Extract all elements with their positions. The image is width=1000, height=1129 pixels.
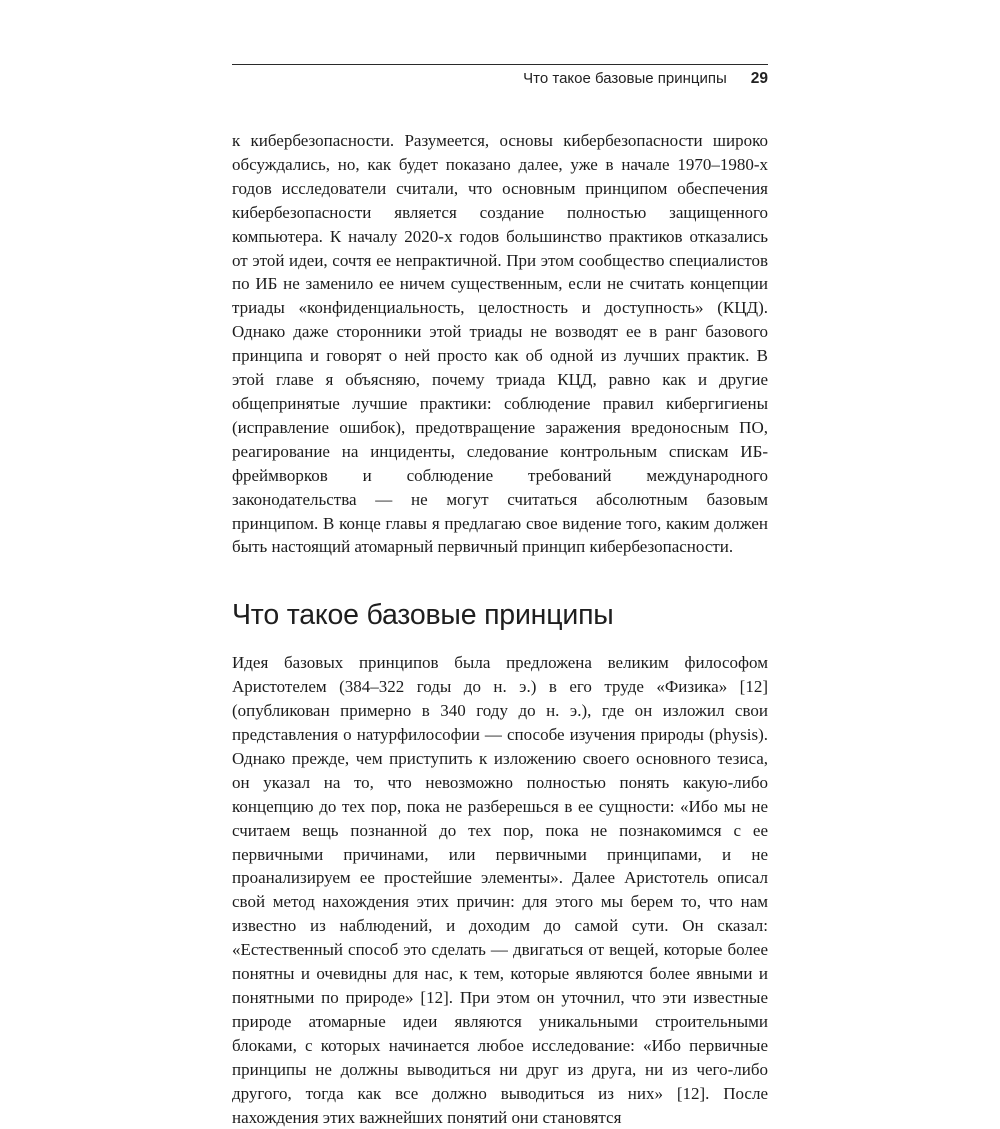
book-page: [232, 64, 768, 1129]
page-number: 29: [750, 70, 768, 87]
body-paragraph-1: к кибербезопасности. Разумеется, основы кибербезопасности широко обсуждались, но, как будет показано далее, уже в начале 1970–1980-х годов исследователи считали, что основным принципом обеспечения кибербезопасности является создание полностью защищенного компьютера. К началу 2020-х годов большинство практиков отказались от этой идеи, сочтя ее непрактичной. При этом сообщество специалистов по ИБ не заменило ее ничем существенным, если не считать концепции триады «конфиденциальность, целостность и доступность» (КЦД). Однако даже сторонники этой триады не возводят ее в ранг базового принципа и говорят о ней просто как об одной из лучших практик. В этой главе я объясняю, почему триада КЦД, равно как и другие общепринятые лучшие практики: соблюдение правил кибергигиены (исправление ошибок), предотвращение заражения вредоносным ПО, реагирование на инциденты, следование контрольным спискам ИБ-фреймворков и соблюдение требований международного законодательства — не могут считаться абсолютным базовым принципом. В конце главы я предлагаю свое видение того, каким должен быть настоящий атомарный первичный принцип кибербезопасности.: [232, 131, 768, 557]
header-rule: [232, 64, 768, 65]
body-paragraph-2: Идея базовых принципов была предложена великим философом Аристотелем (384–322 годы до н. э.) в его труде «Физика» [12] (опубликован примерно в 340 году до н. э.), где он изложил свои представления о натурфилософии — способе изучения природы (physis). Однако прежде, чем приступить к изложению своего основного тезиса, он указал на то, что невозможно полностью понять какую-либо концепцию до тех пор, пока не разберешься в ее сущности: «Ибо мы не считаем вещь познанной до тех пор, пока не познакомимся с ее первичными причинами, или первичными принципами, и не проанализируем ее простейшие элементы». Далее Аристотель описал свой метод нахождения этих причин: для этого мы берем то, что нам известно из наблюдений, и доходим до самой сути. Он сказал: «Естественный способ это сделать — двигаться от вещей, которые более понятны и очевидны для нас, к тем, которые являются более явными и понятными по природе» [12]. При этом он уточнил, что эти известные природе атомарные идеи являются уникальными строительными блоками, с которых начинается любое исследование: «Ибо первичные принципы не должны выводиться ни друг из друга, ни из чего-либо другого, тогда как все должно выводиться из них» [12]. После нахождения этих важнейших понятий они становятся: [232, 653, 768, 1127]
running-header: [232, 70, 768, 92]
running-title: Что такое базовые принципы: [523, 70, 727, 87]
section-heading: Что такое базовые принципы: [232, 599, 614, 632]
